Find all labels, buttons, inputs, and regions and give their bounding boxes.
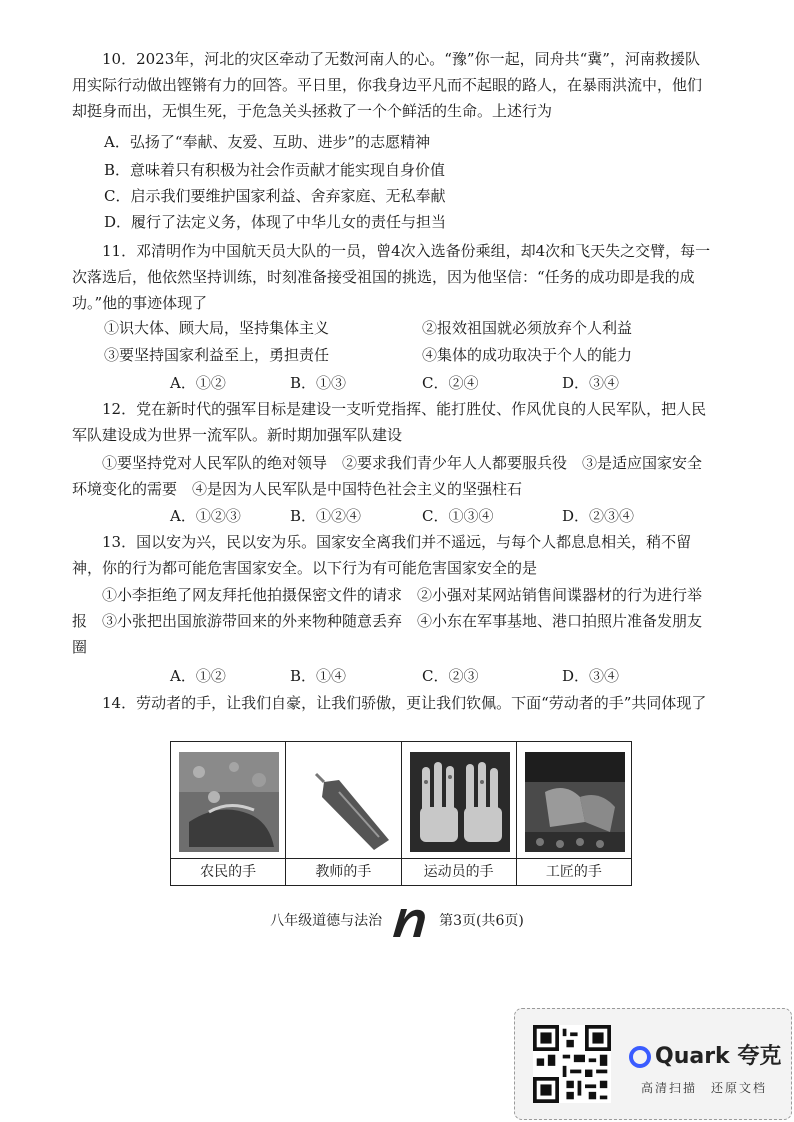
q11-option-c: C．②④ xyxy=(422,374,479,392)
question-14-stem: 14．劳动者的手，让我们自豪，让我们骄傲，更让我们钦佩。下面“劳动者的手”共同体现了 xyxy=(102,694,707,712)
q10-option-c: C．启示我们要维护国家利益、舍弃家庭、无私奉献 xyxy=(104,187,446,205)
q13-items: ①小李拒绝了网友拜托他拍摄保密文件的请求 ②小强对某网站销售间谍器材的行为进行举报 ③小张把出国旅游带回来的外来物种随意丢弃 ④小东在军事基地、港口拍照片准备发朋友圈 xyxy=(72,586,703,656)
caption-athlete: 运动员的手 xyxy=(402,858,516,885)
stylized-n-logo-icon xyxy=(389,903,433,939)
q13-option-c: C．②③ xyxy=(422,667,479,685)
quark-brand-text: Quark 夸克 xyxy=(655,1044,782,1069)
q12-option-a: A．①②③ xyxy=(170,507,241,525)
footer-page-number: 第3页(共6页) xyxy=(439,913,524,929)
q13-option-b: B．①④ xyxy=(290,667,347,685)
q12-option-b: B．①②④ xyxy=(290,507,362,525)
q10-option-a: A．弘扬了“奉献、友爱、互助、进步”的志愿精神 xyxy=(104,133,431,151)
q12-option-d: D．②③④ xyxy=(562,507,635,525)
q11-item-4: ④集体的成功取决于个人的能力 xyxy=(422,346,633,364)
q13-option-a: A．①② xyxy=(170,667,226,685)
quark-tagline: 高清扫描 还原文档 xyxy=(641,1081,768,1095)
figure-cell-farmer xyxy=(171,742,286,885)
q12-options xyxy=(0,505,794,527)
q10-option-b: B．意味着只有积极为社会作贡献才能实现自身价值 xyxy=(104,161,446,179)
question-13-stem: 13．国以安为兴，民以安为乐。国家安全离我们并不遥远，与每个人都息息相关，稍不留神，你的行为都可能危害国家安全。以下行为有可能危害国家安全的是 xyxy=(72,533,692,577)
q11-option-a: A．①② xyxy=(170,374,226,392)
athlete-hands-photo xyxy=(410,752,510,852)
craftsman-hands-photo xyxy=(525,752,625,852)
farmer-hands-photo xyxy=(179,752,279,852)
page-footer xyxy=(0,903,794,939)
question-10-stem: 10．2023年，河北的灾区牵动了无数河南人的心。“豫”你一起，同舟共“冀”，河南救援队用实际行动做出铿锵有力的回答。平日里，你我身边平凡而不起眼的路人，在暴雨洪流中，他们却挺身而出，无惧生死，于危急关头拯救了一个个鲜活的生命。上述行为 xyxy=(72,50,703,120)
question-12-stem: 12．党在新时代的强军目标是建设一支听党指挥、能打胜仗、作风优良的人民军队，把人民军队建设成为世界一流军队。新时期加强军队建设 xyxy=(72,400,707,444)
figure-cell-teacher xyxy=(286,742,401,885)
q13-options xyxy=(0,665,794,687)
teacher-hand-photo xyxy=(294,752,394,852)
q13-option-d: D．③④ xyxy=(562,667,620,685)
quark-brand xyxy=(629,1039,781,1070)
quark-logo-icon xyxy=(629,1046,651,1068)
footer-subject: 八年级道德与法治 xyxy=(270,913,383,929)
q11-item-1: ①识大体、顾大局，坚持集体主义 xyxy=(104,319,330,337)
qr-code-icon xyxy=(533,1025,611,1103)
caption-teacher: 教师的手 xyxy=(286,858,400,885)
q12-option-c: C．①③④ xyxy=(422,507,494,525)
quark-scan-badge[interactable] xyxy=(514,1008,792,1120)
question-11-stem: 11．邓清明作为中国航天员大队的一员，曾4次入选备份乘组，却4次和飞天失之交臂，每一次落选后，他依然坚持训练，时刻准备接受祖国的挑选，因为他坚信：“任务的成功即是我的成功。”他的事迹体现了 xyxy=(72,242,711,312)
caption-farmer: 农民的手 xyxy=(171,858,285,885)
q12-items: ①要坚持党对人民军队的绝对领导 ②要求我们青少年人人都要服兵役 ③是适应国家安全环境变化的需要 ④是因为人民军队是中国特色社会主义的坚强柱石 xyxy=(72,454,703,498)
q11-options xyxy=(0,372,794,394)
figure-cell-craftsman xyxy=(517,742,631,885)
q11-option-d: D．③④ xyxy=(562,374,620,392)
q11-option-b: B．①③ xyxy=(290,374,347,392)
labor-hands-figure xyxy=(170,741,632,886)
caption-craftsman: 工匠的手 xyxy=(517,858,631,885)
figure-cell-athlete xyxy=(402,742,517,885)
q11-item-2: ②报效祖国就必须放弃个人利益 xyxy=(422,319,633,337)
q10-option-d: D．履行了法定义务，体现了中华儿女的责任与担当 xyxy=(104,213,447,231)
q11-item-3: ③要坚持国家利益至上，勇担责任 xyxy=(104,346,330,364)
